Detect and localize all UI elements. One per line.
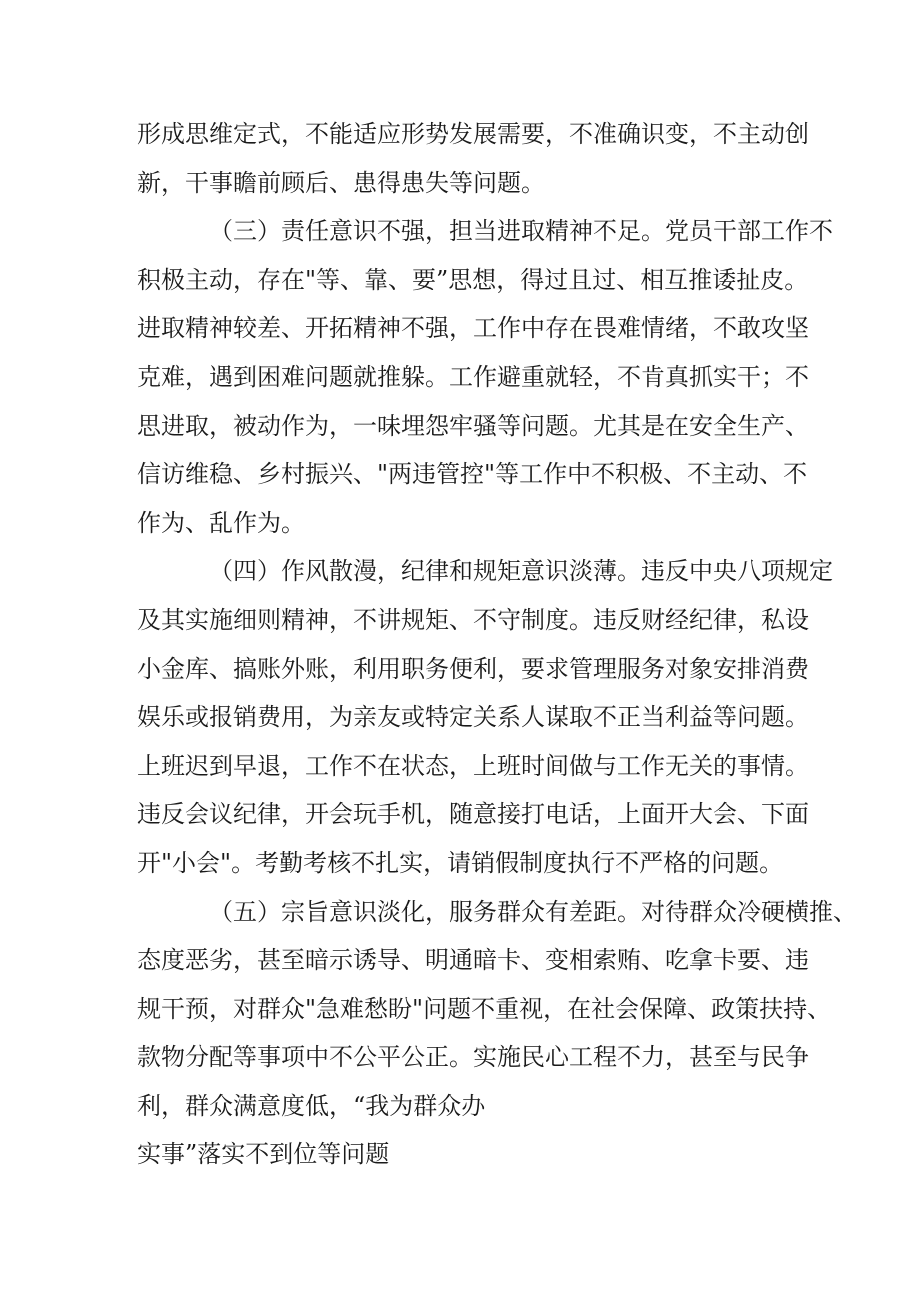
text-line: 形成思维定式，不能适应形势发展需要，不准确识变，不主动创 bbox=[137, 120, 809, 148]
text-line: 实事”落实不到位等问题 bbox=[137, 1140, 390, 1169]
text-line: 积极主动，存在"等、靠、要”思想，得过且过、相互推诿扯皮。 bbox=[137, 265, 809, 294]
text-line: 娱乐或报销费用，为亲友或特定关系人谋取不正当利益等问题。 bbox=[137, 703, 809, 732]
paragraph-start-line: （五）宗旨意识淡化，服务群众有差距。对待群众冷硬横推、 bbox=[209, 897, 857, 926]
document-body bbox=[137, 110, 857, 1179]
text-line: 小金库、搞账外账，利用职务便利，要求管理服务对象安排消费 bbox=[137, 654, 809, 683]
text-line: 开"小会"。考勤考核不扎实，请销假制度执行不严格的问题。 bbox=[137, 848, 784, 877]
text-line: 违反会议纪律，开会玩手机，随意接打电话，上面开大会、下面 bbox=[137, 800, 809, 829]
text-line: 新，干事瞻前顾后、患得患失等问题。 bbox=[137, 168, 545, 197]
paragraph-start-line: （四）作风散漫，纪律和规矩意识淡薄。违反中央八项规定 bbox=[209, 557, 833, 586]
text-line: 规干预，对群众"急难愁盼"问题不重视，在社会保障、政策扶持、 bbox=[137, 994, 832, 1023]
text-line: 思进取，被动作为，一味埋怨牢骚等问题。尤其是在安全生产、 bbox=[137, 411, 809, 440]
paragraph-start-line: （三）责任意识不强，担当进取精神不足。党员干部工作不 bbox=[209, 217, 833, 246]
text-line: 款物分配等事项中不公平公正。实施民心工程不力，甚至与民争 bbox=[137, 1043, 809, 1072]
text-line: 信访维稳、乡村振兴、"两违管控"等工作中不积极、不主动、不 bbox=[137, 460, 808, 489]
text-line: 作为、乱作为。 bbox=[137, 508, 305, 537]
text-line: 上班迟到早退，工作不在状态，上班时间做与工作无关的事情。 bbox=[137, 751, 809, 780]
text-line: 利，群众满意度低，“我为群众办 bbox=[137, 1091, 486, 1120]
text-line: 克难，遇到困难问题就推躲。工作避重就轻，不肯真抓实干；不 bbox=[137, 362, 809, 391]
text-line: 进取精神较差、开拓精神不强，工作中存在畏难情绪，不敢攻坚 bbox=[137, 314, 809, 343]
text-line: 及其实施细则精神，不讲规矩、不守制度。违反财经纪律，私设 bbox=[137, 605, 809, 634]
text-line: 态度恶劣，甚至暗示诱导、明通暗卡、变相索贿、吃拿卡要、违 bbox=[137, 946, 809, 975]
